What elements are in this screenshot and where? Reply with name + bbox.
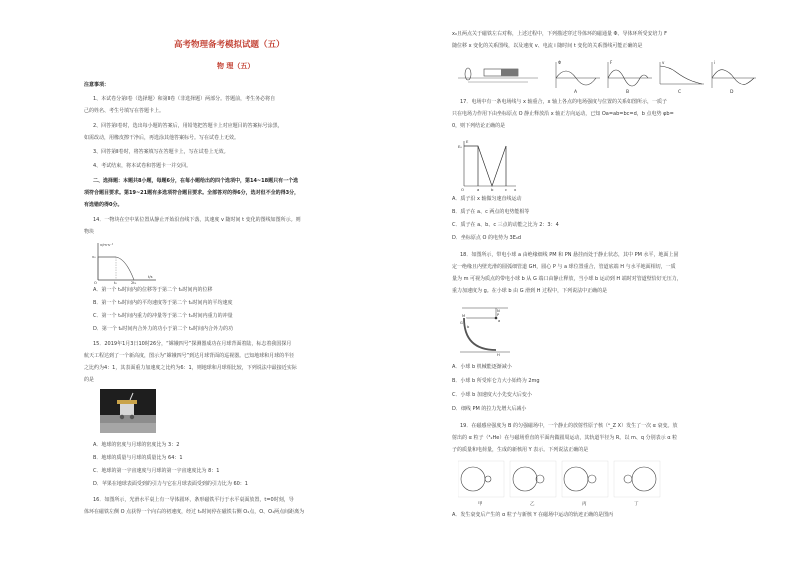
axis-label: i (714, 60, 716, 65)
label-b: b (467, 325, 470, 329)
q14-option: B．第一个 t₀时间内的平均速度等于第二个 t₀时间内的平均速度 (93, 300, 233, 306)
v-curve (116, 257, 134, 280)
q17-stem: 0，则下列结论正确的是 (452, 123, 506, 129)
page-title: 高考物理备考模拟试题（五） (174, 40, 285, 50)
label-n: N (497, 309, 500, 313)
q15-option: C．地球的第一宇宙速度与月球的第一宇宙速度比为 8：1 (93, 468, 220, 474)
q15-stem: 15．2019年1月3日10时26分，“嫦娥四号”探测器成功在月球背面着陆，标志着我国探月 (93, 341, 292, 347)
graph-label: D (730, 90, 734, 94)
q17-stem: 只在电场力作用下由坐标原点 O 静止释放沿 x 轴正方向运动，已知 Oa=ab=bc=d，b 点电势 φb= (452, 111, 674, 117)
q17-stem: 17．电场中有一条电场线与 x 轴重合，x 轴上各点的电场强度与位置的关系如图所示，一质子 (460, 99, 668, 105)
axis-label: v (662, 60, 665, 65)
q15-option: D．苹果在地球表面受到的引力与它在月球表面受到的引力比为 60：1 (93, 481, 248, 487)
note-line: 2、回答第Ⅰ卷时，选出每小题的答案后，用铅笔把答题卡上对应题目的答案标号涂黑， (93, 123, 283, 129)
e-label: E (466, 139, 469, 144)
q17-option: C．质子在 a、b、c 三点的动能之比为 2：3：4 (452, 222, 559, 228)
rover-photo (100, 389, 156, 433)
origin-label: O (94, 281, 97, 284)
q16-continued: 随位移 x 变化的关系图线，以及速度 v、电流 i 随时间 t 变化的关系图线可能正确的是 (452, 43, 643, 49)
ball-a (495, 317, 498, 320)
rover-wheel (130, 415, 134, 419)
notes-heading: 注意事项： (84, 82, 110, 88)
graph-label: A (574, 90, 578, 94)
q17-option: D．坐标原点 O 的电势为 3E₀d (452, 235, 522, 241)
graph-b (608, 60, 652, 94)
tick-label: c (505, 187, 508, 192)
xlabel: t/s (148, 275, 153, 279)
right-column (452, 0, 764, 562)
q19-track-figures (458, 459, 664, 507)
q15-option: A．地球的密度与月球的密度比为 3：2 (93, 442, 180, 448)
q18-stem: 量为 m 可视为质点的带电小球 b 从 G 端口由静止释放，当小球 b 运动到 H 端时对管道壁恰好无压力， (452, 276, 682, 282)
q14-option: A．第一个 t₀时间内的位移等于第二个 t₀时间内的位移 (93, 287, 213, 293)
note-line: 4、考试结束，将本试卷和答题卡一并交回。 (93, 163, 192, 169)
q19-stem: 射出的 α 粒子（⁴₂He）在与磁场垂直的平面内做圆周运动，其轨道半径为 R。以 m、q 分别表示 α 粒 (452, 435, 678, 441)
note-line: 1、本试卷分第Ⅰ卷（选择题）和第Ⅱ卷（非选择题）两部分。答题前，考生务必将自 (93, 96, 276, 102)
q18-option: B．小球 b 所受库仑力大小始终为 2mg (452, 378, 540, 384)
graph-d (712, 60, 756, 94)
section-heading: 二、选择题：本题共8小题，每题6分，在每小题给出的四个选项中，第14~18题只有一个选 (93, 178, 299, 184)
section-line: 有选错的得0分。 (84, 202, 123, 208)
graph-label: B (626, 90, 630, 94)
tick-label: O (461, 187, 464, 192)
rover-body (120, 403, 134, 415)
q16-stem: 体环在磁铁左侧 O 点获得一个向右的初速度，经过 t₀时间停在磁铁右侧 O₁点，O、O₁两点间距离为 (84, 509, 305, 515)
q19-option: A．发生衰变后产生的 α 粒子与新核 Y 在磁场中运动的轨迹正确的是图丙 (452, 512, 614, 518)
graph-c (660, 60, 704, 94)
q18-option: C．小球 b 加速度大小先变大后变小 (452, 392, 532, 398)
q16-magnet-diagram (458, 62, 538, 84)
q17-ex-graph (458, 138, 520, 192)
rover-wheel (120, 415, 124, 419)
q19-stem: 19．在磁感应强度为 B 的匀强磁场中，一个静止的放射性原子核（ᴬ_Z X）发生了一次 α 衰变。放 (460, 423, 678, 429)
q17-option: B．质子在 a、c 两点的电势能相等 (452, 209, 530, 215)
q15-stem: 的是 (84, 377, 95, 383)
v-rise (98, 257, 116, 280)
rover-panel (117, 400, 137, 404)
q18-option: D．细线 PM 的拉力先增大后减小 (452, 406, 527, 412)
label-m: M (462, 314, 466, 318)
q15-stem: 之比约为4：1，其表面重力加速度之比约为6：1，则地球和月球相比较，下列说法中最接近实际 (84, 365, 297, 371)
q14-stem: 物块 (84, 229, 95, 235)
q14-vt-graph (90, 240, 160, 284)
q16-option-graphs (552, 58, 762, 94)
figure-jia (458, 461, 504, 507)
tick-label: x (514, 187, 517, 192)
q14-stem: 14．一物块在空中某位置从静止开始沿直线下落，其速度 v 随时间 t 变化的图线如图所示。则 (93, 217, 301, 223)
section-line: 项符合题目要求。第19~21题有多选项符合题目要求。全部答对的得6分，选对但不全的得3分， (84, 190, 300, 196)
axis-label: F (610, 60, 613, 65)
magnet-half (501, 69, 518, 76)
v0-label: v₀ (92, 255, 96, 259)
q15-option: B．地球的质量与月球的质量比为 64：1 (93, 455, 183, 461)
tick-label: b (491, 187, 494, 192)
label-p: P (497, 313, 500, 317)
left-column (84, 0, 398, 562)
page-subtitle: 物 理（五） (217, 62, 255, 70)
2t0-label: 2t₀ (131, 281, 137, 284)
e0-label: E₀ (458, 144, 462, 149)
figure-label: 丁 (634, 502, 639, 507)
axis-label: Φ (558, 60, 562, 65)
label-h: H (497, 353, 500, 357)
q18-stem: 18．如图所示，带电小球 a 由绝缘细线 PM 和 PN 悬挂而处于静止状态，其中 PM 水平，地面上固 (460, 252, 679, 258)
figure-label: 甲 (478, 502, 483, 507)
note-line: 己的姓名、考生号填写在答题卡上。 (84, 108, 165, 114)
figure-label: 乙 (530, 502, 535, 507)
figure-label: 丙 (582, 502, 587, 507)
tick-label: a (477, 187, 480, 192)
label-g: G (460, 321, 463, 325)
t0-label: t₀ (114, 281, 117, 284)
q16-stem: 16．如图所示，光滑水平桌上有一导体圆环，条形磁铁平行于水平桌面放置，t=0时刻，导 (93, 497, 294, 503)
q15-stem: 航天工程达到了一个新高度，图示为“嫦娥四号”到达月球背面的巡视器。已知地球和月球的半径 (84, 353, 295, 359)
q18-stem: 定一绝缘且内壁光滑的圆弧细管道 GH，圆心 P 与 a 球位置重合，管道底端 H 与水平地面相切，一质 (452, 264, 676, 270)
figure-yi (510, 461, 556, 507)
q18-stem: 重力加速度为 g。在小球 b 由 G 滑到 H 过程中，下列说法中正确的是 (452, 288, 608, 294)
q18-option: A．小球 b 机械能逐渐减小 (452, 364, 512, 370)
graph-label: C (678, 90, 682, 94)
note-line: 如需改动，用橡皮擦干净后，再选涂其他答案标号。写在试卷上无效。 (84, 135, 240, 141)
field-line (464, 146, 506, 186)
figure-bing (562, 461, 608, 507)
q14-option: D．第一个 t₀时间内合外力的功小于第二个 t₀时间内合外力的功 (93, 326, 233, 332)
q17-option: A．质子沿 x 轴做匀速直线运动 (452, 196, 522, 202)
label-a: a (498, 319, 501, 323)
figure-ding (614, 461, 660, 507)
q14-option: C．第一个 t₀时间内重力的冲量等于第二个 t₀时间内重力的冲量 (93, 313, 233, 319)
q16-continued: x₀且两点关于磁铁左右对称，上述过程中，下列描述穿过导体环的磁通量 Φ、导体环所受安培力 F (452, 31, 667, 37)
q19-stem: 子的质量和电荷量，生成的新核用 Y 表示。下列说法正确的是 (452, 447, 589, 453)
ylabel: v/m·s⁻¹ (100, 243, 114, 247)
q18-tube-diagram (460, 304, 514, 358)
graph-a (556, 60, 600, 94)
note-line: 3、回答第Ⅱ卷时，将答案填写在答题卡上，写在试卷上无效。 (93, 149, 229, 155)
